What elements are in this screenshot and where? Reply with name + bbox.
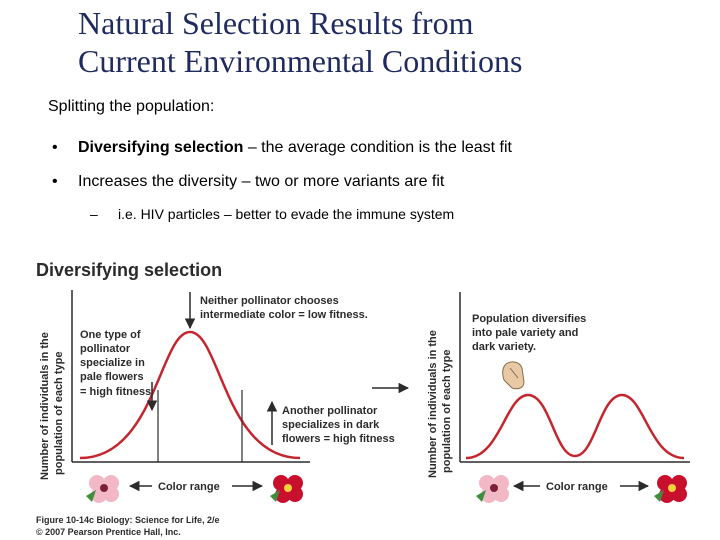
annotation-line: intermediate color = low fitness.: [200, 309, 368, 321]
x-axis-label: Color range: [158, 481, 220, 493]
annotation-line: flowers = high fitness: [282, 433, 395, 445]
left-graph: [39, 290, 395, 503]
right-graph: [427, 292, 690, 503]
x-axis-label: Color range: [546, 481, 608, 493]
neither-annotation: [200, 295, 368, 321]
diversifies-annotation: [472, 313, 586, 353]
annotation-line: specialize in: [80, 357, 145, 369]
bullet-text: [78, 139, 512, 157]
pale-flower-icon: [476, 475, 509, 503]
dark-flower-icon: [654, 475, 687, 503]
figure-heading: Diversifying selection: [36, 260, 223, 280]
annotation-line: Population diversifies: [472, 313, 587, 325]
annotation-line: specializes in dark: [282, 419, 380, 431]
bullet-rest: – the average condition is the least fit: [243, 139, 512, 156]
bullet-marker: •: [52, 139, 58, 156]
dark-flower-icon: [270, 475, 303, 503]
sub-bullet-marker: –: [90, 206, 98, 222]
right-bimodal-curve: [466, 395, 684, 458]
annotation-line: Neither pollinator chooses: [200, 295, 339, 307]
y-axis-label-line1: Number of individuals in the: [39, 332, 51, 480]
figure-caption-line2: © 2007 Pearson Prentice Hall, Inc.: [36, 527, 181, 537]
annotation-line: pollinator: [80, 343, 131, 355]
slide-title-line2: Current Environmental Conditions: [78, 43, 523, 79]
slide-title-line1: Natural Selection Results from: [78, 5, 474, 41]
y-axis-label-line2: population of each type: [441, 349, 453, 473]
pale-flower-icon: [86, 475, 119, 503]
bullet-rest: Increases the diversity – two or more variants are fit: [78, 173, 445, 190]
slide-title: [78, 4, 678, 80]
annotation-line: into pale variety and: [472, 327, 579, 339]
another-annotation: [282, 405, 395, 445]
intro-text: Splitting the population:: [48, 98, 215, 115]
diversifying-selection-figure: [0, 250, 720, 540]
annotation-line: Another pollinator: [282, 405, 378, 417]
pointing-hand-icon: [503, 362, 524, 389]
annotation-line: = high fitness: [80, 386, 152, 398]
one-type-annotation: [80, 329, 151, 398]
annotation-line: pale flowers: [80, 371, 144, 383]
sub-bullet-text: i.e. HIV particles – better to evade the immune system: [118, 206, 455, 222]
y-axis-label-line1: Number of individuals in the: [427, 330, 439, 478]
figure-caption-line1: Figure 10-14c Biology: Science for Life, 2/e: [36, 515, 220, 525]
annotation-line: One type of: [80, 329, 141, 341]
bullet-marker: •: [52, 173, 58, 190]
y-axis-label-line2: population of each type: [53, 351, 65, 475]
bullet-bold-term: Diversifying selection: [78, 139, 244, 156]
annotation-line: dark variety.: [472, 341, 537, 353]
bullet-text: [78, 173, 444, 191]
